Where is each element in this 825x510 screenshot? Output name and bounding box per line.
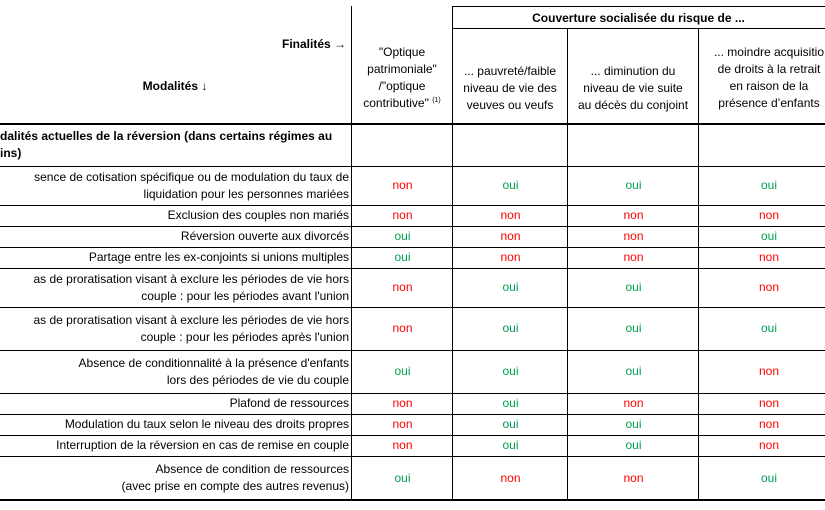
grid-line [567,28,568,500]
value-cell: non [500,208,521,222]
header-col2-line1: ... pauvreté/faible [463,63,557,78]
modalites-label [100,76,250,96]
row-label-line: couple : pour les périodes après l'union [140,329,349,344]
value-cell: oui [760,470,777,485]
header-col-optique [352,32,452,124]
header-col3-line1: ... diminution du [590,63,676,78]
value-cell: oui [760,229,777,243]
grid-line [0,499,825,501]
row-label [0,307,352,350]
finalites-label [230,34,350,54]
grid-line [698,28,699,500]
section-line2: ins) [0,146,22,160]
value-cell: oui [502,364,519,378]
couverture-text: Couverture socialisée du risque de ... [532,10,745,25]
value-cell: non [758,417,780,431]
row-label-line: Exclusion des couples non mariés [167,208,349,222]
row-label-line: couple : pour les périodes avant l'union [141,288,349,303]
value-cell: oui [625,417,642,431]
value-cell: oui [394,364,411,378]
grid-line [0,307,825,308]
value-cell: oui [760,321,777,335]
grid-line [0,166,825,167]
header-col1-line1: "Optique [378,45,426,59]
footnote-marker: (1) [432,97,441,104]
row-label-line: Plafond de ressources [229,396,349,410]
couverture-header [452,8,825,28]
value-cell: oui [394,229,411,243]
value-cell: non [758,438,780,452]
grid-line [0,350,825,351]
row-label [0,226,352,247]
value-cell: non [392,396,413,410]
value-cell: oui [760,178,777,192]
value-cell: non [392,417,413,431]
row-label [0,247,352,268]
row-label [0,393,352,414]
value-cell: non [392,321,413,335]
row-label-line: (avec prise en compte des autres revenus) [121,479,349,493]
value-cell: non [758,250,780,264]
value-cell: oui [502,321,519,335]
row-label-line: liquidation pour les personnes mariées [143,186,349,201]
modalites-text: Modalités ↓ [142,78,208,93]
value-cell: non [758,396,780,410]
header-col4-line1: ... moindre acquisitio [713,45,825,59]
header-col4-line3: en raison de la [729,79,809,93]
row-label-line: sence de cotisation spécifique ou de modulation du taux de [34,169,349,184]
value-cell: non [500,250,521,264]
row-label-line: as de proratisation visant à exclure les périodes de vie hors [33,312,349,327]
value-cell: non [623,470,644,485]
value-cell: oui [502,178,519,192]
header-col-diminution [568,52,698,124]
row-label-line: Absence de conditionnalité à la présence d'enfants [78,355,349,370]
grid-line [452,28,825,29]
grid-line [0,247,825,248]
value-cell: oui [502,280,519,294]
header-col-pauvrete [453,52,567,124]
row-label-line: Interruption de la réversion en cas de remise en couple [56,438,349,452]
row-label-line: Partage entre les ex-conjoints si unions multiples [88,250,349,264]
grid-line [0,456,825,457]
grid-line [0,414,825,415]
value-cell: oui [625,438,642,452]
value-cell: non [623,250,644,264]
row-label-line: as de proratisation visant à exclure les périodes de vie hors [33,271,349,286]
row-label [0,205,352,226]
value-cell: oui [625,364,642,378]
section-line1: dalités actuelles de la réversion (dans certains régimes au [0,129,333,143]
header-col1-line4: contributive" [363,96,429,110]
value-cell: non [500,229,521,243]
header-col2-line3: veuves ou veufs [466,97,554,112]
header-col4-line2: de droits à la retrait [717,62,821,76]
header-col4-line4: présence d’enfants [718,96,820,110]
grid-line [0,226,825,227]
row-label-line: lors des périodes de vie du couple [166,372,349,387]
value-cell: oui [625,321,642,335]
value-cell: non [392,208,413,222]
value-cell: non [623,208,644,222]
value-cell: oui [394,250,411,264]
value-cell: oui [502,417,519,431]
row-label [0,435,352,456]
row-label-line: Réversion ouverte aux divorcés [180,229,349,243]
row-label [0,350,352,393]
value-cell: oui [625,280,642,294]
header-col3-line3: au décès du conjoint [577,97,689,112]
row-label-line: Modulation du taux selon le niveau des droits propres [64,417,349,431]
value-cell: oui [502,396,519,410]
row-label [0,166,352,205]
value-cell: non [758,280,780,294]
row-label [0,268,352,307]
value-cell: oui [502,438,519,452]
grid-line [351,6,352,500]
header-col1-line2: patrimoniale" [367,62,437,76]
grid-line [0,393,825,394]
section-heading [0,124,352,166]
grid-line [452,6,825,7]
row-label-line: Absence de condition de ressources [155,462,349,476]
header-col2-line2: niveau de vie des [463,80,557,95]
grid-line [0,268,825,269]
grid-line [0,123,825,125]
header-col-enfants [699,32,825,124]
value-cell: oui [625,178,642,192]
value-cell: non [392,280,413,294]
grid-line [0,435,825,436]
header-col3-line2: niveau de vie suite [583,80,683,95]
value-cell: non [623,229,644,243]
value-cell: non [392,178,413,192]
finalites-text: Finalités → [281,36,346,51]
header-col1-line3: /"optique [378,79,426,93]
value-cell: non [758,208,780,222]
value-cell: oui [394,470,411,485]
value-cell: non [623,396,644,410]
grid-line [0,205,825,206]
grid-line [452,6,453,500]
row-label [0,414,352,435]
value-cell: non [392,438,413,452]
row-label [0,456,352,500]
value-cell: non [758,364,780,378]
value-cell: non [500,470,521,485]
